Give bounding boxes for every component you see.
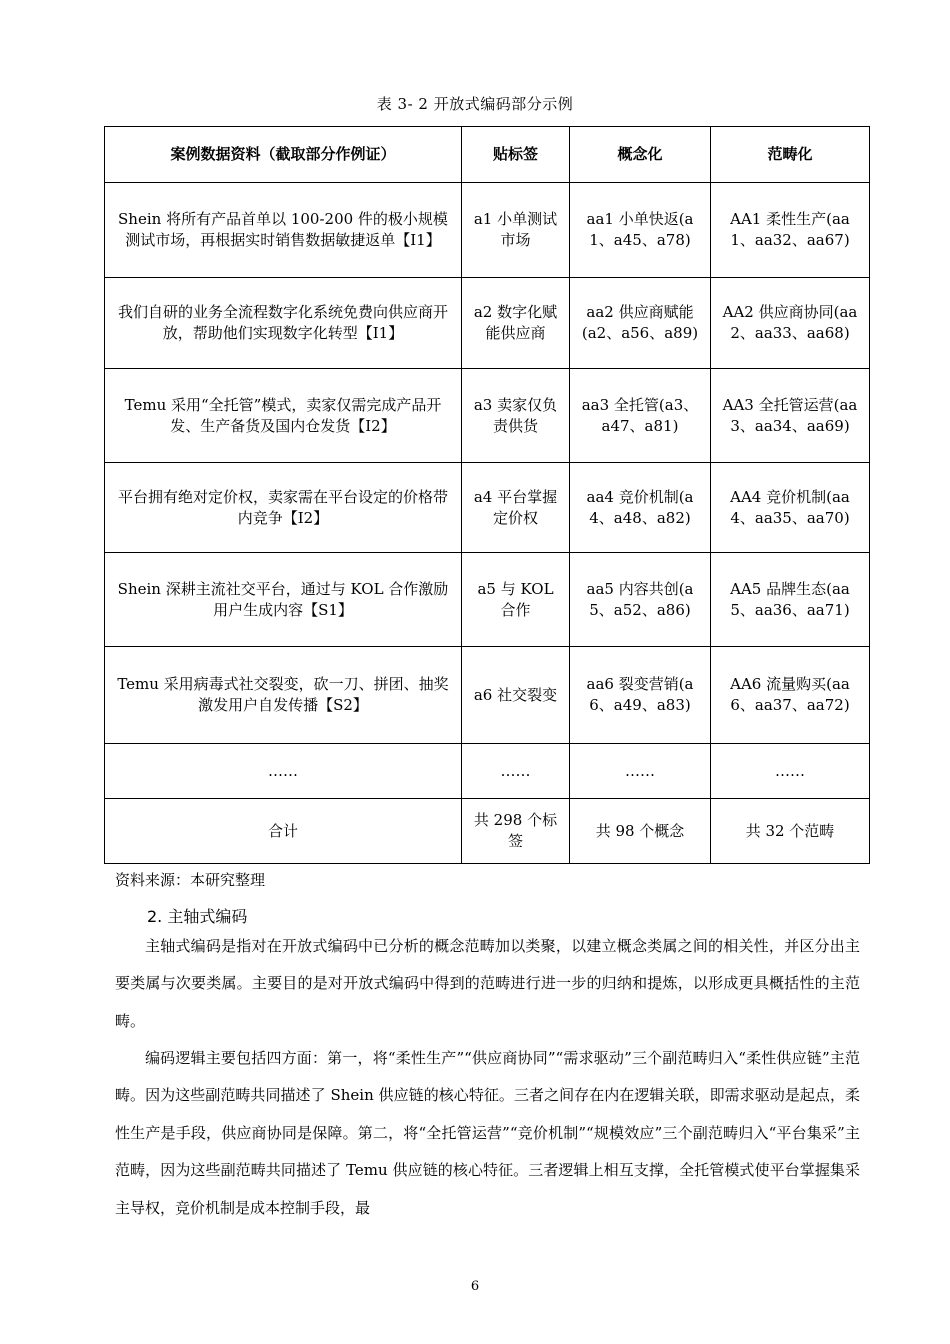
cell-concept: aa6 裂变营销(a6、a49、a83) [570,647,711,744]
cell-total-label: 合计 [105,799,462,864]
cell-label: …… [462,744,570,799]
cell-category: AA3 全托管运营(aa3、aa34、aa69) [711,369,870,463]
cell-label: a6 社交裂变 [462,647,570,744]
table-caption: 表 3- 2 开放式编码部分示例 [376,95,574,113]
cell-label: a5 与 KOL 合作 [462,553,570,647]
header-label: 贴标签 [462,127,570,183]
table-row [105,278,870,369]
cell-concept: aa3 全托管(a3、a47、a81) [570,369,711,463]
cell-category: …… [711,744,870,799]
cell-concept: aa4 竞价机制(a4、a48、a82) [570,463,711,553]
table-row-total [105,799,870,864]
cell-total-labels: 共 298 个标签 [462,799,570,864]
table-row [105,369,870,463]
cell-total-categories: 共 32 个范畴 [711,799,870,864]
cell-category: AA1 柔性生产(aa1、aa32、aa67) [711,183,870,278]
cell-concept: aa5 内容共创(a5、a52、a86) [570,553,711,647]
table-header-row [105,127,870,183]
cell-concept: …… [570,744,711,799]
open-coding-table [104,126,870,864]
table-row-ellipsis [105,744,870,799]
header-category: 范畴化 [711,127,870,183]
cell-concept: aa2 供应商赋能(a2、a56、a89) [570,278,711,369]
cell-concept: aa1 小单快返(a1、a45、a78) [570,183,711,278]
cell-label: a1 小单测试市场 [462,183,570,278]
table-row [105,647,870,744]
section-heading: 2. 主轴式编码 [147,907,248,926]
cell-evidence: Shein 将所有产品首单以 100-200 件的极小规模测试市场，再根据实时销售数据敏捷返单【I1】 [105,183,462,278]
cell-evidence: Temu 采用病毒式社交裂变，砍一刀、拼团、抽奖激发用户自发传播【S2】 [105,647,462,744]
header-concept: 概念化 [570,127,711,183]
body-paragraph: 编码逻辑主要包括四方面：第一，将“柔性生产”“供应商协同”“需求驱动”三个副范畴归入“柔性供应链”主范畴。因为这些副范畴共同描述了 Shein 供应链的核心特征。三者之间存在内在逻辑关联，即需求驱动是起点，柔性生产是手段，供应商协同是保障。第二，将“全托管运营”“竞价机制”“规模效应”三个副范畴归入“平台集采”主范畴，因为这些副范畴共同描述了 Temu 供应链的核心特征。三者逻辑上相互支撑，全托管模式使平台掌握集采主导权，竞价机制是成本控制手段，最 [115,1049,860,1217]
header-evidence: 案例数据资料（截取部分作例证） [105,127,462,183]
cell-label: a4 平台掌握定价权 [462,463,570,553]
page-number: 6 [470,1279,480,1294]
cell-evidence: Temu 采用“全托管”模式，卖家仅需完成产品开发、生产备货及国内仓发货【I2】 [105,369,462,463]
cell-evidence: …… [105,744,462,799]
table-row [105,183,870,278]
body-paragraph: 主轴式编码是指对在开放式编码中已分析的概念范畴加以类聚，以建立概念类属之间的相关性，并区分出主要类属与次要类属。主要目的是对开放式编码中得到的范畴进行进一步的归纳和提炼，以形成更具概括性的主范畴。 [115,937,860,1030]
cell-category: AA6 流量购买(aa6、aa37、aa72) [711,647,870,744]
table-row [105,553,870,647]
cell-evidence: 平台拥有绝对定价权，卖家需在平台设定的价格带内竞争【I2】 [105,463,462,553]
cell-total-concepts: 共 98 个概念 [570,799,711,864]
cell-label: a2 数字化赋能供应商 [462,278,570,369]
cell-category: AA2 供应商协同(aa2、aa33、aa68) [711,278,870,369]
cell-evidence: 我们自研的业务全流程数字化系统免费向供应商开放，帮助他们实现数字化转型【I1】 [105,278,462,369]
cell-evidence: Shein 深耕主流社交平台，通过与 KOL 合作激励用户生成内容【S1】 [105,553,462,647]
table-source-note: 资料来源：本研究整理 [115,871,266,889]
cell-label: a3 卖家仅负责供货 [462,369,570,463]
cell-category: AA5 品牌生态(aa5、aa36、aa71) [711,553,870,647]
table-row [105,463,870,553]
cell-category: AA4 竞价机制(aa4、aa35、aa70) [711,463,870,553]
